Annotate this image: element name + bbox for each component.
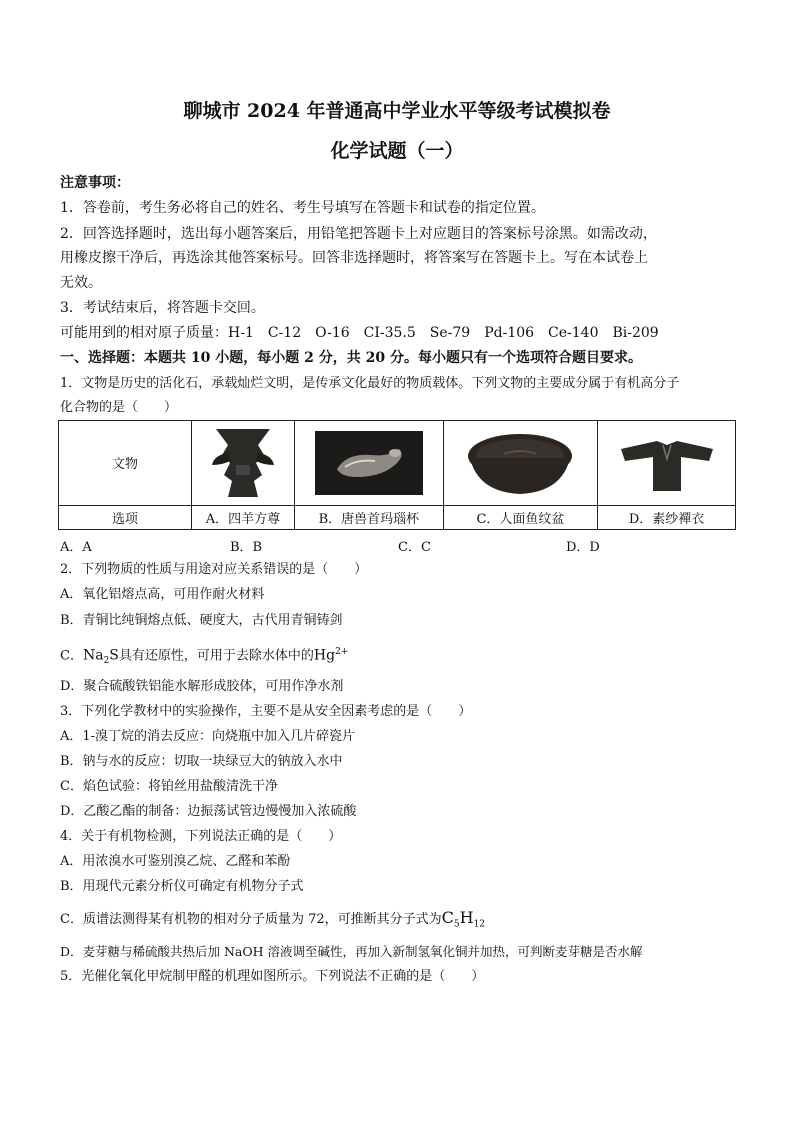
- q2-c-formula-na-sub: 2: [103, 655, 110, 666]
- exam-title: 聊城市 2024 年普通高中学业水平等级考试模拟卷: [183, 100, 611, 122]
- q4-c-formula-c-sub: 5: [453, 919, 460, 930]
- q3-option-c: C．焰色试验：将铂丝用盐酸清洗干净: [60, 779, 278, 794]
- section-1-heading: 一、选择题：本题共 10 小题，每小题 2 分，共 20 分。每小题只有一个选项符合题目要求。: [60, 350, 642, 366]
- notice-heading: 注意事项：: [60, 175, 130, 191]
- fish-pattern-basin-image: [464, 428, 576, 498]
- q1-stem-line-2: 化合物的是（ ）: [60, 400, 178, 415]
- q4-c-formula-h: H: [459, 908, 474, 927]
- q4-c-text: C．质谱法测得某有机物的相对分子质量为 72，可推断其分子式为: [60, 912, 442, 927]
- q2-option-a: A．氧化铝熔点高，可用作耐火材料: [60, 587, 265, 602]
- artifact-label-d: D．素纱襌衣: [598, 505, 736, 529]
- q2-stem: 2．下列物质的性质与用途对应关系错误的是（ ）: [60, 562, 368, 577]
- q2-c-formula-hg-sup: 2+: [335, 647, 349, 657]
- artifact-label-c: C．人面鱼纹盆: [443, 505, 597, 529]
- q4-c-formula-c: C: [441, 908, 454, 927]
- atomic-masses: 可能用到的相对原子质量：H-1 C-12 O-16 CI-35.5 Se-79 Pd-106 Ce-140 Bi-209: [60, 325, 659, 341]
- artifact-label-a: A．四羊方尊: [192, 505, 295, 529]
- q2-c-formula-hg: Hg: [313, 647, 336, 664]
- q2-c-formula-s: S: [109, 647, 119, 664]
- notice-item-2-line-1: 2．回答选择题时，选出每小题答案后，用铅笔把答题卡上对应题目的答案标号涂黑。如需改动，: [60, 226, 657, 242]
- q1-option-b: B．B: [230, 540, 263, 555]
- q1-option-d: D．D: [566, 540, 600, 555]
- q3-option-a: A．1-溴丁烷的消去反应：向烧瓶中加入几片碎瓷片: [60, 729, 356, 744]
- notice-item-3: 3．考试结束后，将答题卡交回。: [60, 300, 265, 316]
- q1-option-c: C．C: [398, 540, 431, 555]
- table-header-option: 选项: [59, 505, 192, 529]
- q4-option-d: D．麦芽糖与稀硫酸共热后加 NaOH 溶液调至碱性，再加入新制氢氧化铜并加热，可判断麦芽糖是否水解: [60, 944, 643, 959]
- artifact-image-b: [294, 421, 443, 506]
- artifact-image-a: [192, 421, 295, 506]
- q4-c-formula-h-sub: 12: [473, 919, 486, 930]
- artifact-label-b: B．唐兽首玛瑙杯: [294, 505, 443, 529]
- notice-item-1: 1．答卷前，考生务必将自己的姓名、考生号填写在答题卡和试卷的指定位置。: [60, 200, 545, 216]
- plain-gauze-robe-image: [617, 431, 717, 495]
- notice-item-2-line-2: 用橡皮擦干净后，再选涂其他答案标号。回答非选择题时，将答案写在答题卡上。写在本试卷上: [60, 250, 648, 266]
- artifact-image-d: [598, 421, 736, 506]
- q2-c-text: 具有还原性，可用于去除水体中的: [118, 648, 314, 664]
- exam-subtitle: 化学试题（一）: [330, 140, 464, 162]
- table-header-artifact: 文物: [59, 421, 192, 506]
- q2-option-d: D．聚合硫酸铁铝能水解形成胶体，可用作净水剂: [60, 679, 344, 694]
- q4-option-b: B．用现代元素分析仪可确定有机物分子式: [60, 879, 304, 894]
- four-ram-square-zun-image: [208, 425, 278, 501]
- q3-stem: 3．下列化学教材中的实验操作，主要不是从安全因素考虑的是（ ）: [60, 704, 472, 719]
- q3-option-b: B．钠与水的反应：切取一块绿豆大的钠放入水中: [60, 754, 343, 769]
- artifact-image-c: [443, 421, 597, 506]
- notice-item-2-line-3: 无效。: [60, 275, 102, 291]
- q4-option-a: A．用浓溴水可鉴别溴乙烷、乙醛和苯酚: [60, 854, 291, 869]
- q1-stem-line-1: 1．文物是历史的活化石，承载灿烂文明，是传承文化最好的物质载体。下列文物的主要成分属于有机高分子: [60, 376, 680, 391]
- q3-option-d: D．乙酸乙酯的制备：边振荡试管边慢慢加入浓硫酸: [60, 804, 357, 819]
- agate-cup-image: [315, 431, 423, 495]
- q2-c-formula-na: Na: [82, 647, 104, 664]
- q1-option-a: A．A: [60, 540, 92, 555]
- q2-option-b: B．青铜比纯铜熔点低、硬度大，古代用青铜铸剑: [60, 613, 343, 628]
- q5-stem: 5．光催化氧化甲烷制甲醛的机理如图所示。下列说法不正确的是（ ）: [60, 969, 485, 984]
- q1-artifact-table: [58, 420, 736, 530]
- q2-c-prefix: C．: [60, 648, 83, 664]
- q2-option-c: [60, 642, 738, 671]
- q4-option-c: [60, 908, 738, 935]
- q4-stem: 4．关于有机物检测，下列说法正确的是（ ）: [60, 829, 342, 844]
